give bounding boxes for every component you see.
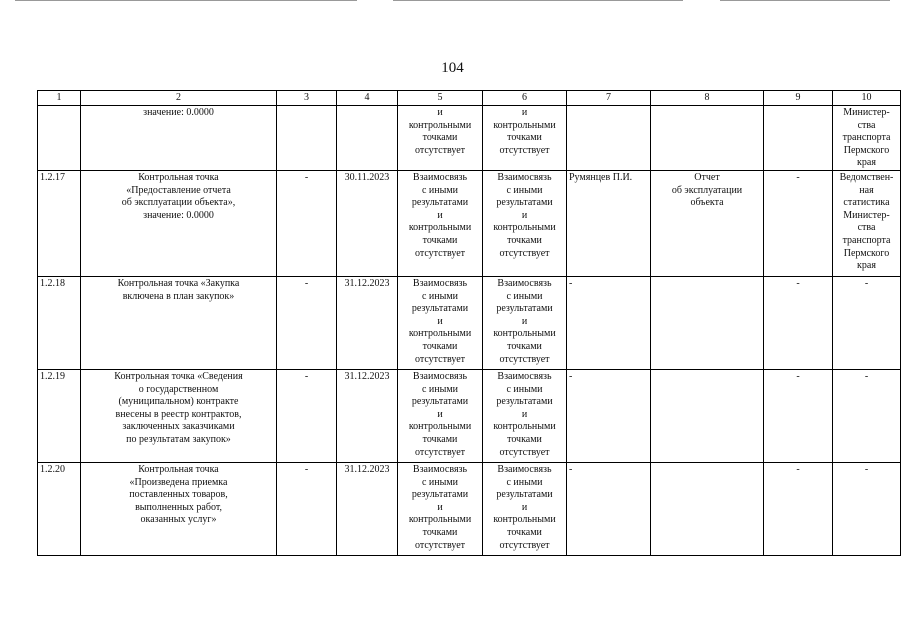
- cell-text-line: значение: 0.0000: [143, 107, 214, 118]
- page-number: 104: [441, 60, 464, 76]
- cell-text-line: результатами: [411, 489, 469, 501]
- cell-text-line: 31.12.2023: [344, 371, 390, 382]
- column-number: 6: [483, 91, 567, 106]
- document-cell: [651, 106, 764, 171]
- cell-text-line: и: [521, 315, 528, 327]
- date-cell: [337, 370, 398, 463]
- cell-text-line: результатами: [496, 396, 553, 408]
- description-cell: [81, 370, 277, 463]
- cell-text-line: транспорта: [842, 234, 891, 246]
- cell-text-line: Пермского: [843, 247, 890, 259]
- cell-text-line: с иными: [506, 383, 543, 395]
- cell-text-line: отсутствует: [499, 144, 550, 156]
- cell-text-line: Взаимосвязь: [497, 464, 552, 475]
- source-cell: [833, 370, 901, 463]
- row-number-cell: [38, 106, 81, 171]
- cell-text-line: края: [857, 157, 876, 169]
- table-row: [38, 171, 901, 277]
- cell-text-line: точками: [422, 132, 458, 144]
- source-cell: [833, 106, 901, 171]
- table-row: [38, 106, 901, 171]
- top-edge-line: [393, 0, 683, 1]
- responsible-cell: [567, 106, 651, 171]
- cell-text-line: -: [304, 371, 309, 382]
- table-row: [38, 370, 901, 463]
- column-number: 7: [567, 91, 651, 106]
- top-edge-line: [15, 0, 357, 1]
- cell-text-line: точками: [507, 234, 542, 246]
- cell-text-line: контрольными: [493, 119, 556, 131]
- row-number-cell: [38, 277, 81, 370]
- cell-text-line: Взаимосвязь: [412, 464, 468, 475]
- cell-text-line: отсутствует: [499, 539, 550, 551]
- cell-text-line: отсутствует: [414, 353, 466, 365]
- cell-text-line: 31.12.2023: [344, 278, 390, 289]
- cell-text-line: Взаимосвязь: [412, 172, 468, 183]
- col9-cell: [764, 463, 833, 556]
- cell-text-line: Контрольная точка: [138, 172, 219, 183]
- col9-cell: [764, 370, 833, 463]
- cell-text-line: ства: [857, 222, 876, 234]
- date-cell: [337, 171, 398, 277]
- cell-text-line: результатами: [411, 197, 469, 209]
- col3-cell: [277, 171, 337, 277]
- cell-text-line: отсутствует: [414, 247, 466, 259]
- cell-text-line: и: [437, 501, 443, 513]
- row-number-cell: [38, 370, 81, 463]
- relation-cell: [398, 370, 483, 463]
- cell-text-line: включена в план закупок»: [122, 290, 235, 302]
- cell-text-line: Контрольная точка: [138, 464, 219, 475]
- cell-text-line: Контрольная точка «Сведения: [114, 371, 243, 382]
- cell-text-line: 1.2.19: [40, 371, 65, 382]
- cell-text-line: транспорта: [842, 132, 891, 144]
- column-number: 10: [833, 91, 901, 106]
- cell-text-line: результатами: [411, 396, 469, 408]
- cell-text-line: Министер-: [843, 209, 890, 221]
- cell-text-line: точками: [507, 132, 542, 144]
- cell-text-line: и: [521, 408, 528, 420]
- cell-text-line: и: [437, 209, 443, 221]
- responsible-cell: [567, 370, 651, 463]
- cell-text-line: контрольными: [493, 328, 556, 340]
- cell-text-line: контрольными: [493, 222, 556, 234]
- cell-text-line: -: [304, 464, 309, 475]
- cell-text-line: точками: [422, 526, 458, 538]
- cell-text-line: 30.11.2023: [344, 172, 390, 183]
- cell-text-line: -: [304, 172, 309, 183]
- cell-text-line: 1.2.18: [40, 278, 65, 289]
- cell-text-line: -: [796, 371, 800, 382]
- row-number-cell: [38, 171, 81, 277]
- cell-text-line: «Предоставление отчета: [126, 184, 231, 196]
- cell-text-line: контрольными: [408, 421, 472, 433]
- source-cell: [833, 171, 901, 277]
- column-number: 5: [398, 91, 483, 106]
- cell-text-line: статистика: [843, 197, 890, 209]
- cell-text-line: 1.2.17: [40, 172, 65, 183]
- cell-text-line: 31.12.2023: [344, 464, 390, 475]
- cell-text-line: отсутствует: [414, 539, 466, 551]
- cell-text-line: и: [521, 209, 528, 221]
- cell-text-line: и: [437, 315, 443, 327]
- cell-text-line: выполненных работ,: [135, 501, 222, 513]
- cell-text-line: -: [864, 278, 869, 289]
- cell-text-line: результатами: [496, 197, 553, 209]
- date-cell: [337, 106, 398, 171]
- header-row: [38, 91, 901, 106]
- cell-text-line: Контрольная точка «Закупка: [117, 278, 240, 289]
- cell-text-line: края: [857, 260, 876, 272]
- cell-text-line: (муниципальном) контракте: [118, 396, 239, 408]
- source-cell: [833, 277, 901, 370]
- cell-text-line: точками: [422, 234, 458, 246]
- cell-text-line: -: [796, 172, 800, 183]
- cell-text-line: Пермского: [843, 144, 890, 156]
- cell-text-line: точками: [507, 433, 542, 445]
- cell-text-line: Отчет: [694, 172, 720, 183]
- cell-text-line: отсутствует: [499, 247, 550, 259]
- cell-text-line: с иными: [506, 290, 543, 302]
- relation-cell: [483, 370, 567, 463]
- cell-text-line: контрольными: [408, 328, 472, 340]
- cell-text-line: -: [569, 278, 573, 289]
- cell-text-line: с иными: [421, 476, 459, 488]
- cell-text-line: Министер-: [843, 107, 890, 118]
- cell-text-line: с иными: [421, 383, 459, 395]
- cell-text-line: -: [864, 371, 869, 382]
- cell-text-line: 1.2.20: [40, 464, 65, 475]
- column-number: 1: [38, 91, 81, 106]
- column-number: 3: [277, 91, 337, 106]
- cell-text-line: и: [437, 408, 443, 420]
- description-cell: [81, 277, 277, 370]
- cell-text-line: Взаимосвязь: [412, 371, 468, 382]
- col3-cell: [277, 463, 337, 556]
- cell-text-line: об эксплуатации объекта»,: [121, 197, 236, 209]
- relation-cell: [483, 277, 567, 370]
- col3-cell: [277, 277, 337, 370]
- col3-cell: [277, 106, 337, 171]
- cell-text-line: -: [796, 278, 800, 289]
- cell-text-line: «Произведена приемка: [129, 476, 228, 488]
- relation-cell: [398, 171, 483, 277]
- cell-text-line: Взаимосвязь: [497, 278, 552, 289]
- cell-text-line: контрольными: [493, 514, 556, 526]
- cell-text-line: объекта: [690, 197, 724, 209]
- cell-text-line: Ведомствен-: [839, 172, 894, 183]
- cell-text-line: оказанных услуг»: [140, 514, 217, 526]
- col3-cell: [277, 370, 337, 463]
- cell-text-line: о государственном: [138, 383, 219, 395]
- responsible-cell: [567, 463, 651, 556]
- column-number: 2: [81, 91, 277, 106]
- date-cell: [337, 463, 398, 556]
- relation-cell: [483, 106, 567, 171]
- document-cell: [651, 277, 764, 370]
- source-cell: [833, 463, 901, 556]
- column-number: 4: [337, 91, 398, 106]
- document-cell: [651, 370, 764, 463]
- cell-text-line: Взаимосвязь: [412, 278, 468, 289]
- cell-text-line: внесены в реестр контрактов,: [115, 408, 242, 420]
- description-cell: [81, 463, 277, 556]
- cell-text-line: контрольными: [493, 421, 556, 433]
- top-edge-line: [720, 0, 890, 1]
- cell-text-line: отсутствует: [499, 353, 550, 365]
- cell-text-line: результатами: [411, 303, 469, 315]
- relation-cell: [483, 171, 567, 277]
- document-cell: [651, 171, 764, 277]
- cell-text-line: отсутствует: [414, 144, 466, 156]
- cell-text-line: отсутствует: [499, 446, 550, 458]
- responsible-cell: [567, 277, 651, 370]
- cell-text-line: точками: [507, 526, 542, 538]
- cell-text-line: Взаимосвязь: [497, 371, 552, 382]
- cell-text-line: точками: [422, 433, 458, 445]
- table-row: [38, 463, 901, 556]
- cell-text-line: результатами: [496, 303, 553, 315]
- relation-cell: [398, 277, 483, 370]
- cell-text-line: заключенных заказчиками: [122, 421, 235, 433]
- responsible-cell: [567, 171, 651, 277]
- cell-text-line: по результатам закупок»: [126, 433, 231, 445]
- cell-text-line: Взаимосвязь: [497, 172, 552, 183]
- cell-text-line: точками: [507, 340, 542, 352]
- cell-text-line: контрольными: [408, 119, 472, 131]
- cell-text-line: контрольными: [408, 514, 472, 526]
- cell-text-line: поставленных товаров,: [129, 489, 228, 501]
- col9-cell: [764, 277, 833, 370]
- cell-text-line: -: [796, 464, 800, 475]
- table-row: [38, 277, 901, 370]
- cell-text-line: точками: [422, 340, 458, 352]
- cell-text-line: с иными: [421, 290, 459, 302]
- column-number: 8: [651, 91, 764, 106]
- cell-text-line: значение: 0.0000: [143, 209, 214, 221]
- col9-cell: [764, 106, 833, 171]
- relation-cell: [483, 463, 567, 556]
- cell-text-line: ства: [857, 119, 876, 131]
- relation-cell: [398, 463, 483, 556]
- cell-text-line: контрольными: [408, 222, 472, 234]
- relation-cell: [398, 106, 483, 171]
- cell-text-line: -: [304, 278, 309, 289]
- control-points-table: [37, 90, 901, 556]
- cell-text-line: -: [864, 464, 869, 475]
- document-cell: [651, 463, 764, 556]
- cell-text-line: -: [569, 464, 573, 475]
- cell-text-line: отсутствует: [414, 446, 466, 458]
- cell-text-line: ная: [859, 184, 874, 196]
- date-cell: [337, 277, 398, 370]
- cell-text-line: с иными: [506, 184, 543, 196]
- col9-cell: [764, 171, 833, 277]
- cell-text-line: с иными: [421, 184, 459, 196]
- row-number-cell: [38, 463, 81, 556]
- cell-text-line: результатами: [496, 489, 553, 501]
- column-number: 9: [764, 91, 833, 106]
- cell-text-line: и: [521, 501, 528, 513]
- cell-text-line: и: [437, 107, 443, 118]
- cell-text-line: с иными: [506, 476, 543, 488]
- description-cell: [81, 171, 277, 277]
- cell-text-line: об эксплуатации: [671, 184, 743, 196]
- description-cell: [81, 106, 277, 171]
- cell-text-line: Румянцев П.И.: [569, 172, 633, 183]
- cell-text-line: и: [521, 107, 528, 118]
- cell-text-line: -: [569, 371, 573, 382]
